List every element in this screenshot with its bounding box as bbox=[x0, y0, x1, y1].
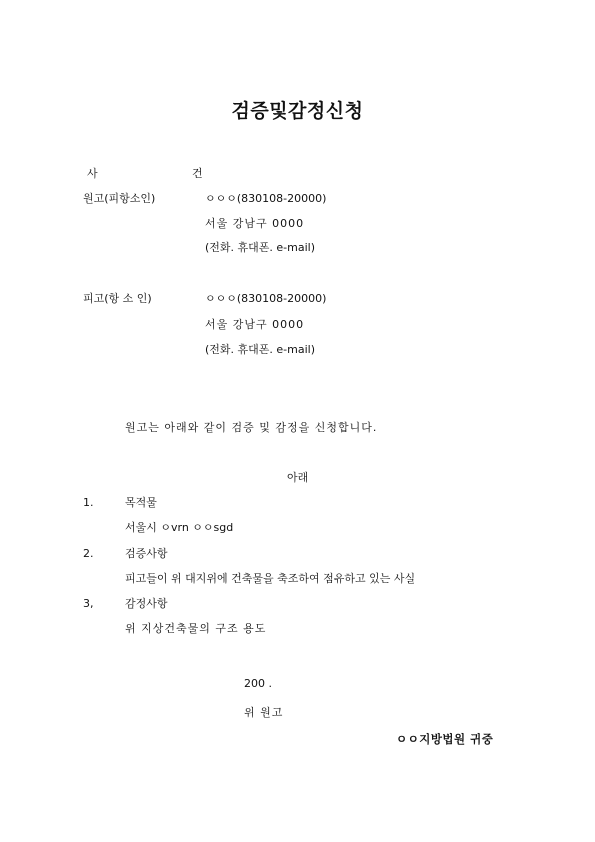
signer-line: 위 원고 bbox=[244, 706, 284, 719]
plaintiff-address: 서울 강남구 0000 bbox=[205, 217, 305, 230]
item-3-detail: 위 지상건축물의 구조 용도 bbox=[125, 622, 267, 635]
below-heading: 아래 bbox=[287, 471, 309, 484]
item-2-heading: 검증사항 bbox=[125, 547, 168, 560]
defendant-label: 피고(항 소 인) bbox=[83, 292, 152, 305]
item-1-detail: 서울시 ㅇvrn ㅇㅇsgd bbox=[125, 521, 234, 534]
defendant-contact: (전화. 휴대폰. e-mail) bbox=[205, 343, 316, 356]
plaintiff-contact: (전화. 휴대폰. e-mail) bbox=[205, 241, 316, 254]
case-label-second: 건 bbox=[192, 167, 203, 180]
date-line: 200 . bbox=[244, 677, 272, 690]
document-title: 검증및감정신청 bbox=[231, 100, 364, 122]
intro-statement: 원고는 아래와 같이 검증 및 감정을 신청합니다. bbox=[125, 421, 378, 434]
item-2-number: 2. bbox=[83, 547, 94, 560]
defendant-address: 서울 강남구 0000 bbox=[205, 318, 305, 331]
item-1-heading: 목적물 bbox=[125, 496, 157, 509]
item-3-heading: 감정사항 bbox=[125, 597, 168, 610]
plaintiff-label: 원고(피항소인) bbox=[83, 192, 156, 205]
plaintiff-name-id: ㅇㅇㅇ(830108-20000) bbox=[205, 192, 327, 205]
defendant-name-id: ㅇㅇㅇ(830108-20000) bbox=[205, 292, 327, 305]
court-addressee: ㅇㅇ지방법원 귀중 bbox=[396, 732, 494, 746]
item-2-detail: 피고들이 위 대지위에 건축물을 축조하여 점유하고 있는 사실 bbox=[125, 572, 416, 585]
item-1-number: 1. bbox=[83, 496, 94, 509]
case-label-first: 사 bbox=[87, 167, 98, 180]
item-3-number: 3, bbox=[83, 597, 94, 610]
